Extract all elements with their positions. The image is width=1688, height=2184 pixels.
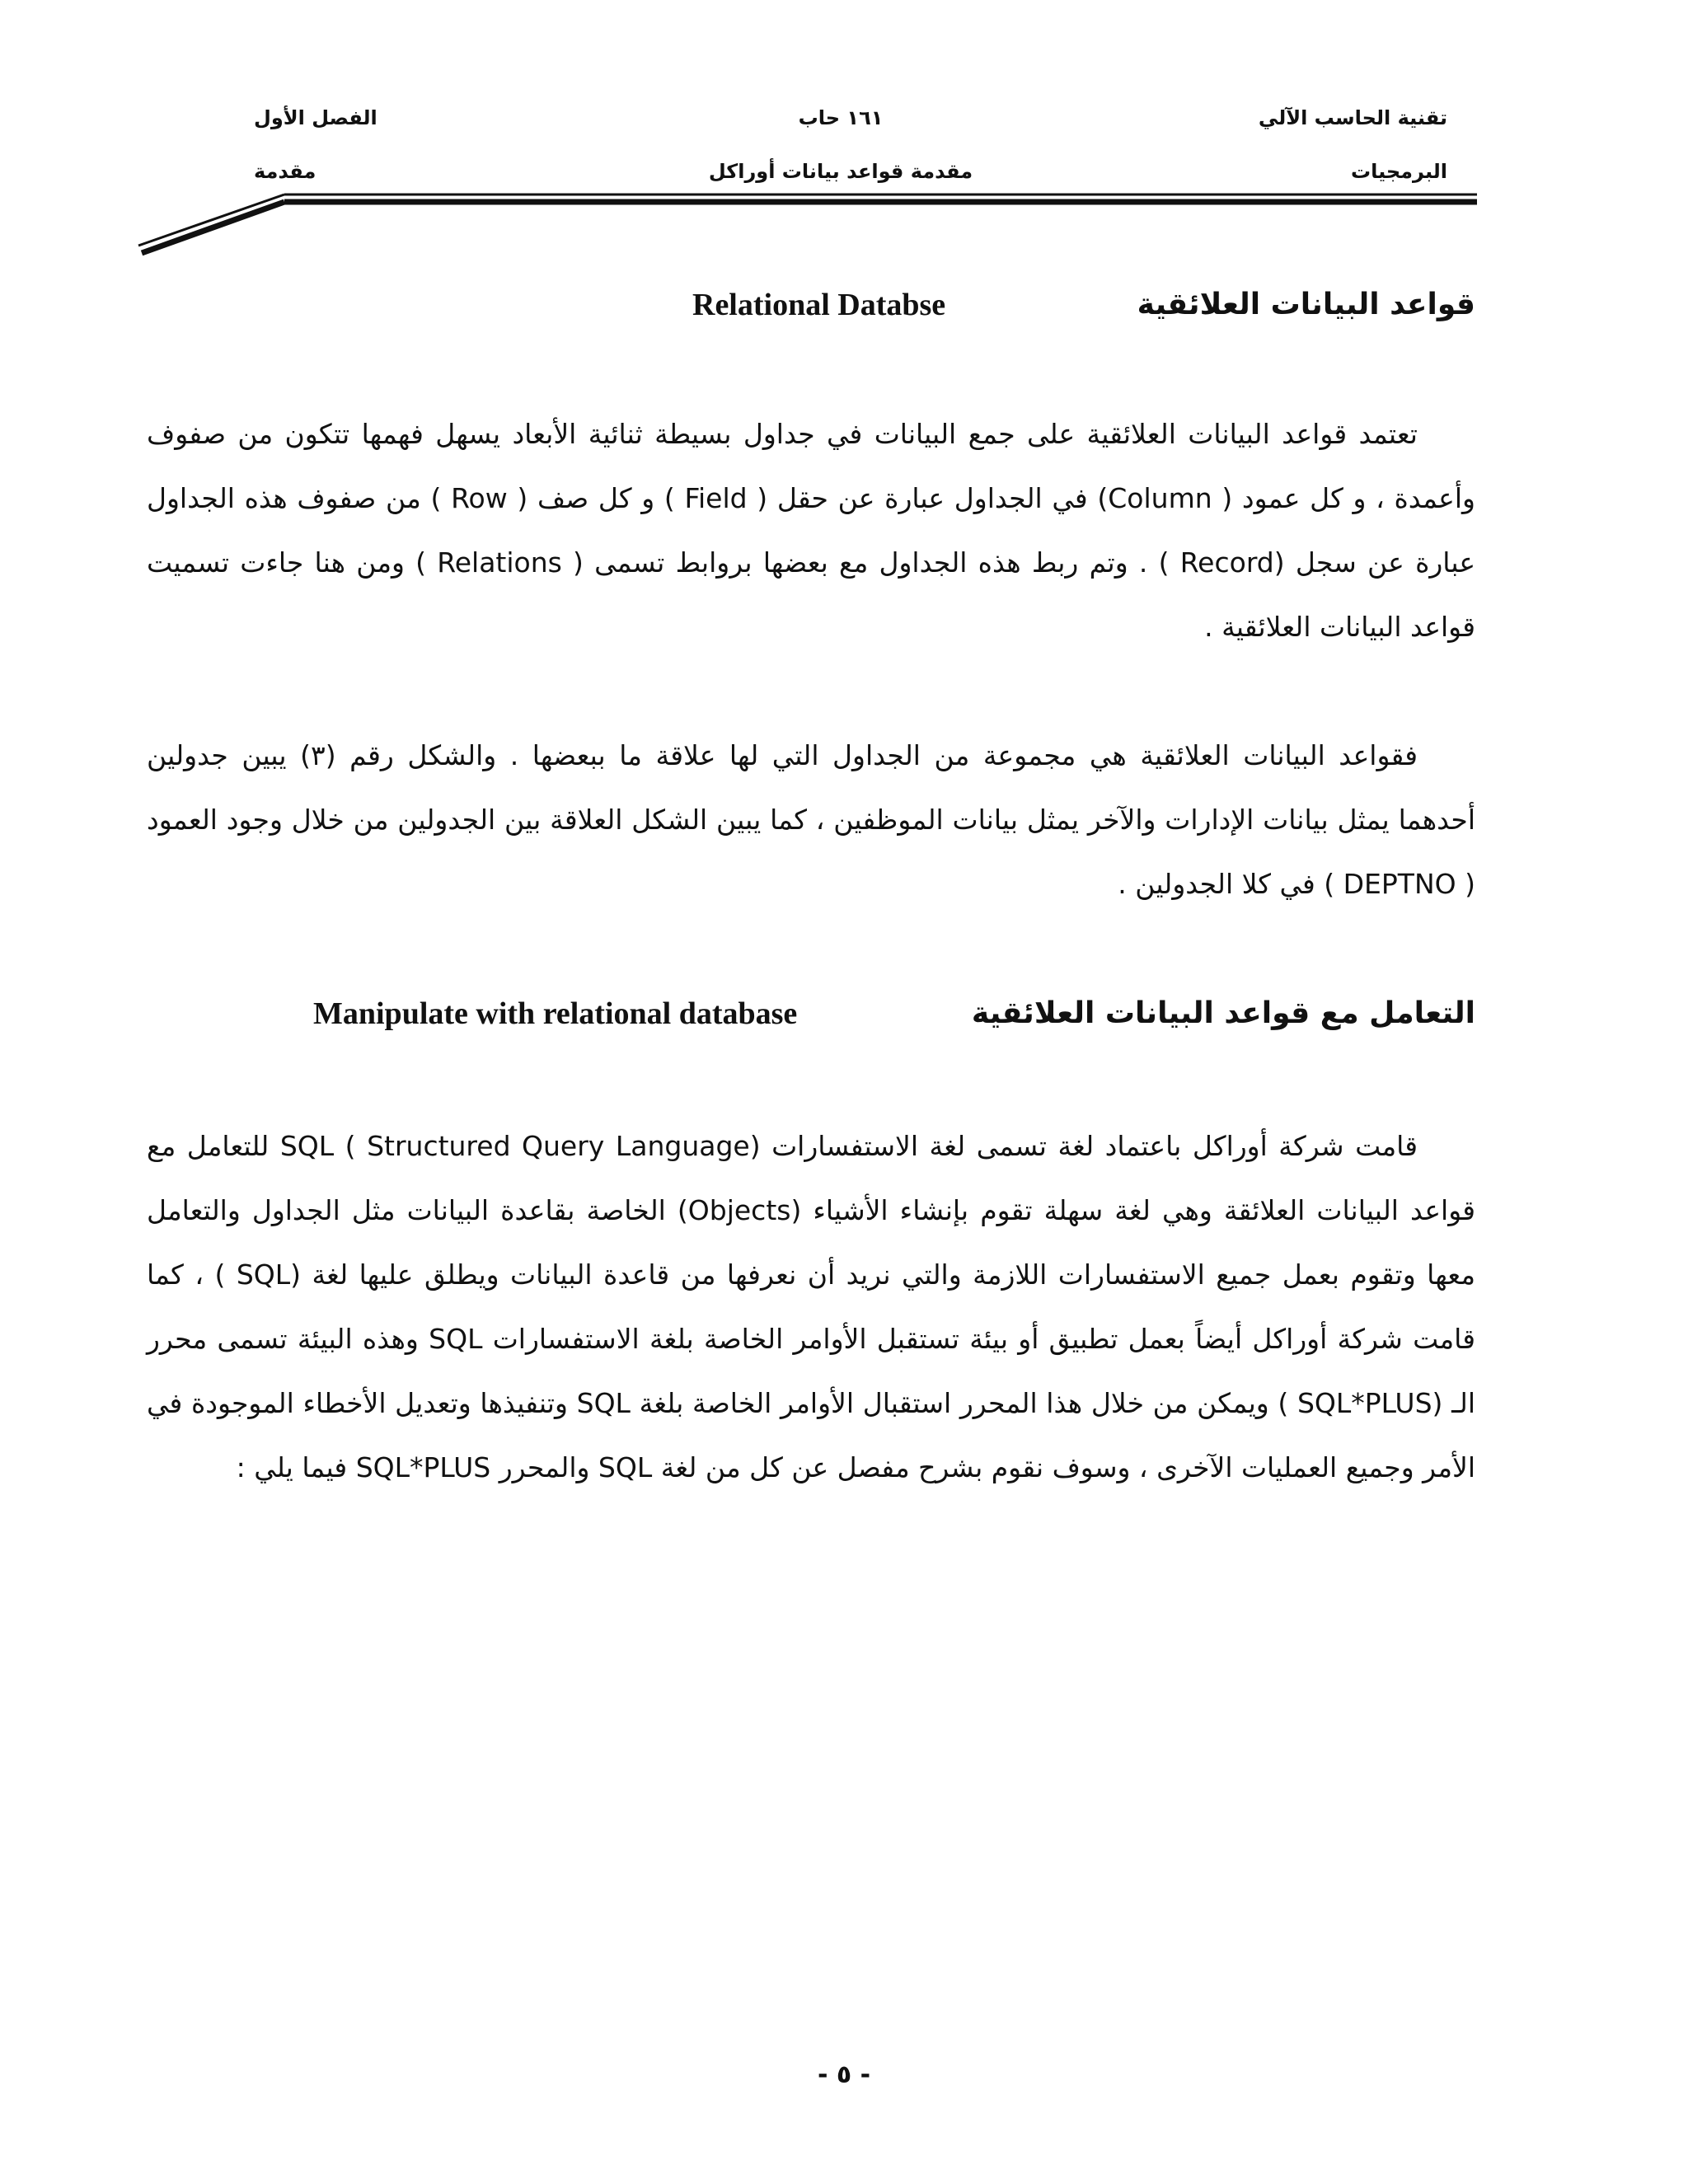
section-heading-english: Relational Databse (692, 288, 946, 322)
header-unit-title: مقدمة قواعد بيانات أوراكل (708, 160, 973, 183)
header-chapter: الفصل الأول (254, 106, 377, 129)
page-number: - ٥ - (817, 2060, 871, 2089)
paragraph: قامت شركة أوراكل باعتماد لغة تسمى لغة الاستفسارات SQL ( Structured Query Language) للتعامل مع قواعد البيانات العلائقة وهي لغة سهلة تقوم بإنشاء الأشياء (Objects) الخاصة بقاعدة البيانات مثل الجداول والتعامل معها وتقوم بعمل جميع الاستفسارات اللازمة والتي نريد أن نعرفها من قاعدة البيانات ويطلق عليها لغة (SQL ) ، كما قامت شركة أوراكل أيضاً بعمل تطبيق أو بيئة تستقبل الأوامر الخاصة بلغة الاستفسارات SQL وهذه البيئة تسمى محرر الـ (SQL*PLUS ) ويمكن من خلال هذا المحرر استقبال الأوامر الخاصة بلغة SQL وتنفيذها وتعديل الأخطاء الموجودة في الأمر وجميع العمليات الآخرى ، وسوف نقوم بشرح مفصل عن كل من لغة SQL والمحرر SQL*PLUS فيما يلي : (147, 1130, 1476, 1483)
section-heading-english: Manipulate with relational database (313, 996, 798, 1031)
section-heading-arabic: قواعد البيانات العلائقية (1137, 288, 1475, 321)
header-rule-decoration (0, 0, 1688, 264)
header-course-code: ١٦١ حاب (798, 106, 884, 129)
paragraph: تعتمد قواعد البيانات العلائقية على جمع البيانات في جداول بسيطة ثنائية الأبعاد يسهل فهمها تتكون من صفوف وأعمدة ، و كل عمود ( Column) في الجداول عبارة عن حقل ( Field ) و كل صف ( Row ) من صفوف هذه الجداول عبارة عن سجل (Record ) . وتم ربط هذه الجداول مع بعضها بروابط تسمى ( Relations ) ومن هنا جاءت تسميت قواعد البيانات العلائقية . (147, 418, 1476, 643)
paragraph: فقواعد البيانات العلائقية هي مجموعة من الجداول التي لها علاقة ما ببعضها . والشكل رقم (٣) يبين جدولين أحدهما يمثل بيانات الإدارات والآخر يمثل بيانات الموظفين ، كما يبين الشكل العلاقة بين الجدولين من خلال وجود العمود ( DEPTNO ) في كلا الجدولين . (147, 739, 1475, 900)
header-section: مقدمة (254, 160, 316, 183)
section-heading-arabic: التعامل مع قواعد البيانات العلائقية (971, 996, 1475, 1030)
header-course-title: تقنية الحاسب الآلي (1258, 106, 1447, 129)
header-subject: البرمجيات (1350, 160, 1447, 183)
